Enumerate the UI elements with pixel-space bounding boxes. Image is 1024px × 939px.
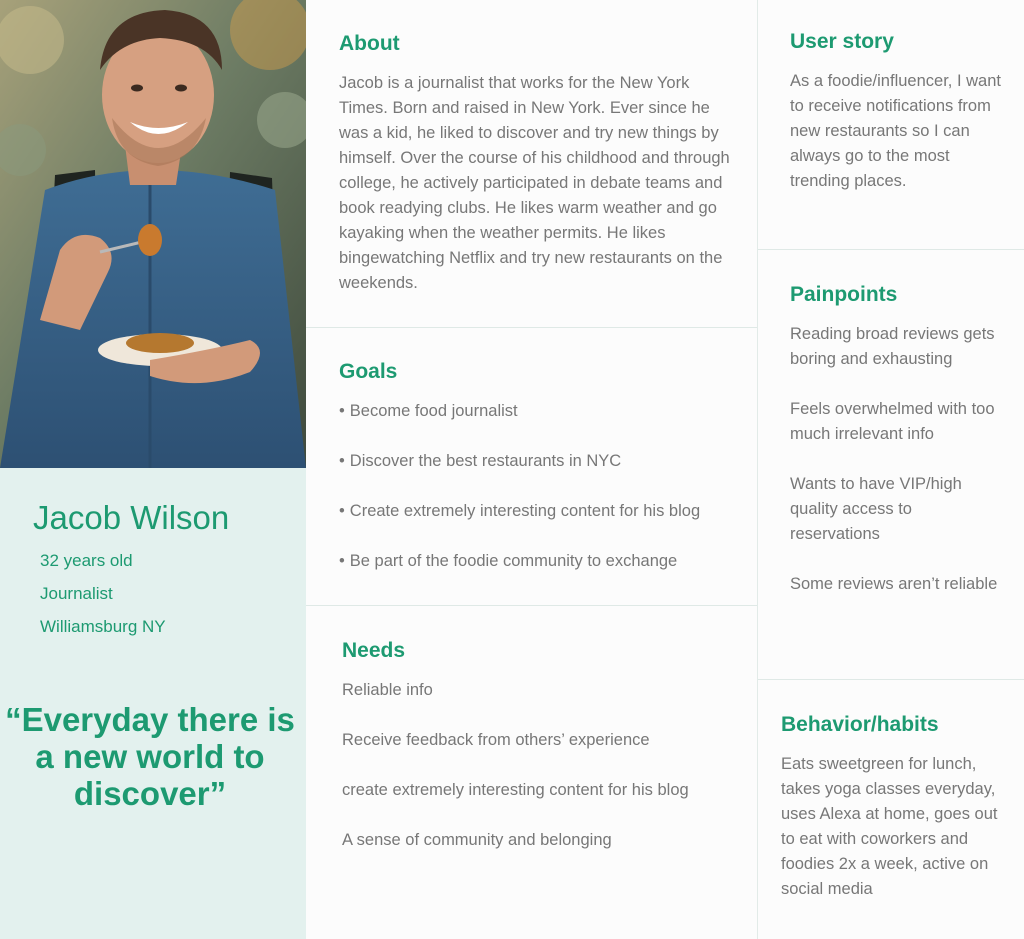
painpoint-item: Reading broad reviews gets boring and exhausting <box>790 325 995 368</box>
right-column <box>757 0 1024 939</box>
list-item: • Be part of the foodie community to exchange <box>339 552 678 570</box>
list-item: • Discover the best restaurants in NYC <box>339 452 622 470</box>
persona-name: Jacob Wilson <box>33 499 230 536</box>
list-item: Receive feedback from others’ experience <box>342 731 650 749</box>
user-story-text: As a foodie/influencer, I want to receive notifications from new restaurants so I can always go to the most trending places. <box>790 72 1001 190</box>
profile-photo <box>0 0 306 468</box>
list-item: A sense of community and belonging <box>342 831 612 849</box>
section-divider <box>306 605 757 606</box>
painpoint-item: Wants to have VIP/high quality access to reservations <box>790 475 962 543</box>
profile-panel <box>0 0 306 939</box>
section-divider <box>306 327 757 328</box>
about-title: About <box>339 32 400 55</box>
list-item: Reliable info <box>342 681 433 699</box>
persona-occupation: Journalist <box>40 584 113 603</box>
list-item: • Create extremely interesting content for his blog <box>339 502 701 520</box>
goals-list <box>339 399 700 574</box>
needs-title: Needs <box>342 639 406 662</box>
painpoints-list <box>790 322 1005 597</box>
list-item: create extremely interesting content for his blog <box>342 781 689 799</box>
list-item: • Become food journalist <box>339 402 518 420</box>
middle-column <box>306 0 757 939</box>
user-story-title: User story <box>790 30 894 53</box>
section-divider <box>758 679 1024 680</box>
persona-age: 32 years old <box>40 551 133 570</box>
persona-quote: “Everyday there is a new world to discover” <box>5 701 295 812</box>
behavior-text: Eats sweetgreen for lunch, takes yoga classes everyday, uses Alexa at home, goes out to eat with coworkers and foodies 2x a week, active on social media <box>781 755 998 898</box>
section-divider <box>758 249 1024 250</box>
painpoint-item: Feels overwhelmed with too much irrelevant info <box>790 400 995 443</box>
person-photo-icon <box>0 0 306 468</box>
about-text: Jacob is a journalist that works for the New York Times. Born and raised in New York. Ever since he was a kid, he liked to discover and try new things by himself. Over the course of his childhood and through college, he actively participated in debate teams and book readying clubs. He likes warm weather and go kayaking when the weather permits. He likes bingewatching Netflix and try new restaurants on the weekends. <box>339 74 730 292</box>
painpoint-item: Some reviews aren’t reliable <box>790 575 998 593</box>
needs-list <box>342 678 689 853</box>
goals-title: Goals <box>339 360 398 383</box>
behavior-title: Behavior/habits <box>781 713 939 736</box>
painpoints-title: Painpoints <box>790 283 898 306</box>
persona-location: Williamsburg NY <box>40 617 166 636</box>
